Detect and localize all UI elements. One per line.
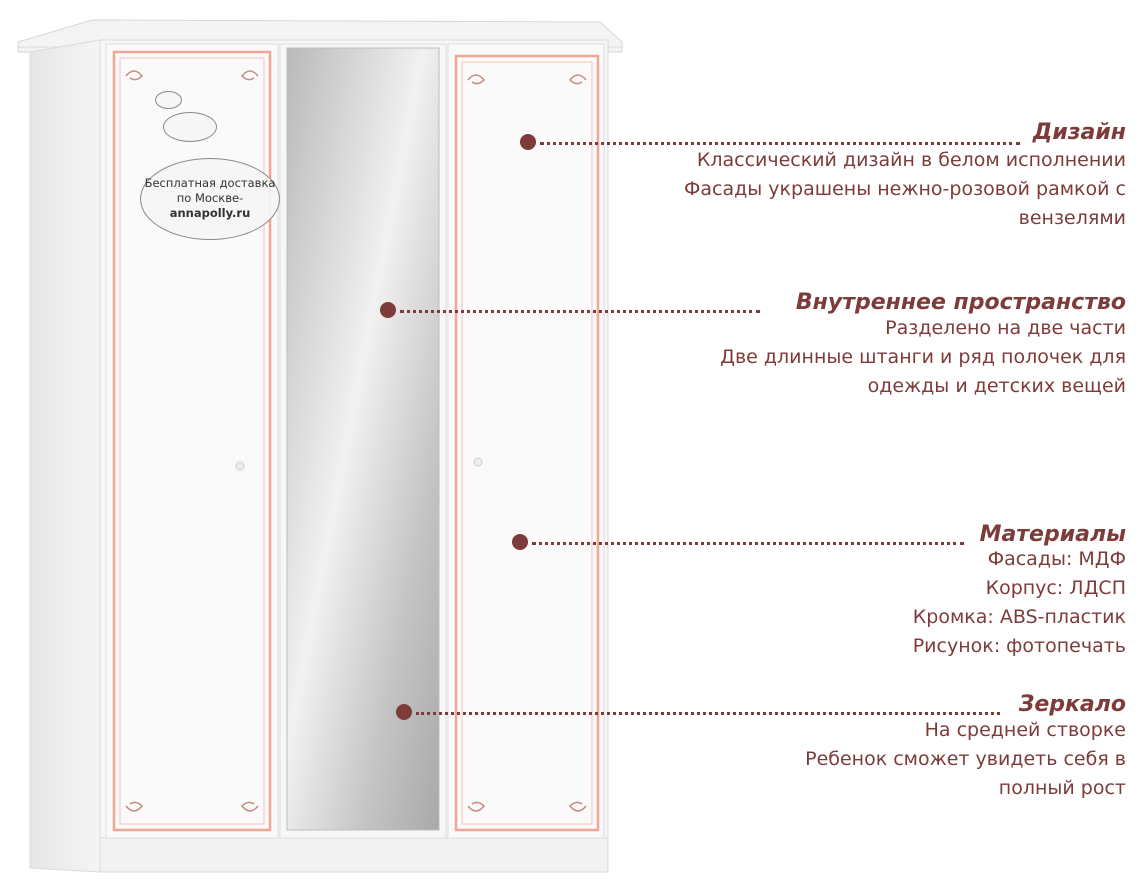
callout-materials-line: Фасады: МДФ (987, 548, 1126, 570)
callout-materials-text (913, 545, 1126, 661)
callout-materials-line: Рисунок: фотопечать (912, 635, 1126, 657)
callout-design-heading: Дизайн (1032, 120, 1126, 145)
callout-interior-text (720, 314, 1126, 401)
delivery-promo (140, 158, 280, 240)
callout-design-line: Фасады украшены нежно-розовой рамкой с (684, 178, 1126, 200)
wardrobe-plinth (100, 838, 608, 872)
callout-interior-leader (400, 310, 760, 313)
bubble-small (155, 91, 182, 109)
callout-mirror-text (805, 716, 1126, 803)
callout-design-line: Классический дизайн в белом исполнении (696, 149, 1126, 171)
callout-interior-heading: Внутреннее пространство (795, 290, 1126, 315)
callout-mirror-heading: Зеркало (1018, 692, 1126, 717)
bubble-medium (163, 112, 217, 142)
promo-line-1: Бесплатная доставка (144, 176, 276, 190)
callout-materials-leader (532, 542, 964, 545)
wardrobe-side-panel (30, 40, 100, 872)
callout-mirror-line: Ребенок сможет увидеть себя в (805, 748, 1126, 770)
left-door-knob (236, 462, 244, 470)
callout-interior-line: Разделено на две части (885, 317, 1126, 339)
callout-materials-line: Кромка: ABS-пластик (912, 606, 1126, 628)
callout-interior-line: одежды и детских вещей (867, 375, 1126, 397)
callout-mirror-line: На средней створке (924, 719, 1126, 741)
right-door (448, 44, 604, 838)
callout-design-text (684, 146, 1126, 233)
callout-interior-dot (380, 302, 396, 318)
callout-mirror-dot (396, 704, 412, 720)
callout-materials-heading: Материалы (979, 522, 1126, 547)
promo-site-link[interactable]: annapolly.ru (169, 206, 251, 220)
callout-interior-line: Две длинные штанги и ряд полочек для (720, 346, 1126, 368)
callout-design-leader (540, 142, 1020, 145)
promo-line-2: по Москве- (176, 191, 244, 205)
callout-mirror-line: полный рост (998, 777, 1126, 799)
callout-design-line: вензелями (1018, 207, 1126, 229)
callout-mirror-leader (416, 712, 1000, 715)
callout-materials-dot (512, 534, 528, 550)
right-door-knob (474, 458, 482, 466)
callout-materials-line: Корпус: ЛДСП (985, 577, 1126, 599)
callout-design-dot (520, 134, 536, 150)
